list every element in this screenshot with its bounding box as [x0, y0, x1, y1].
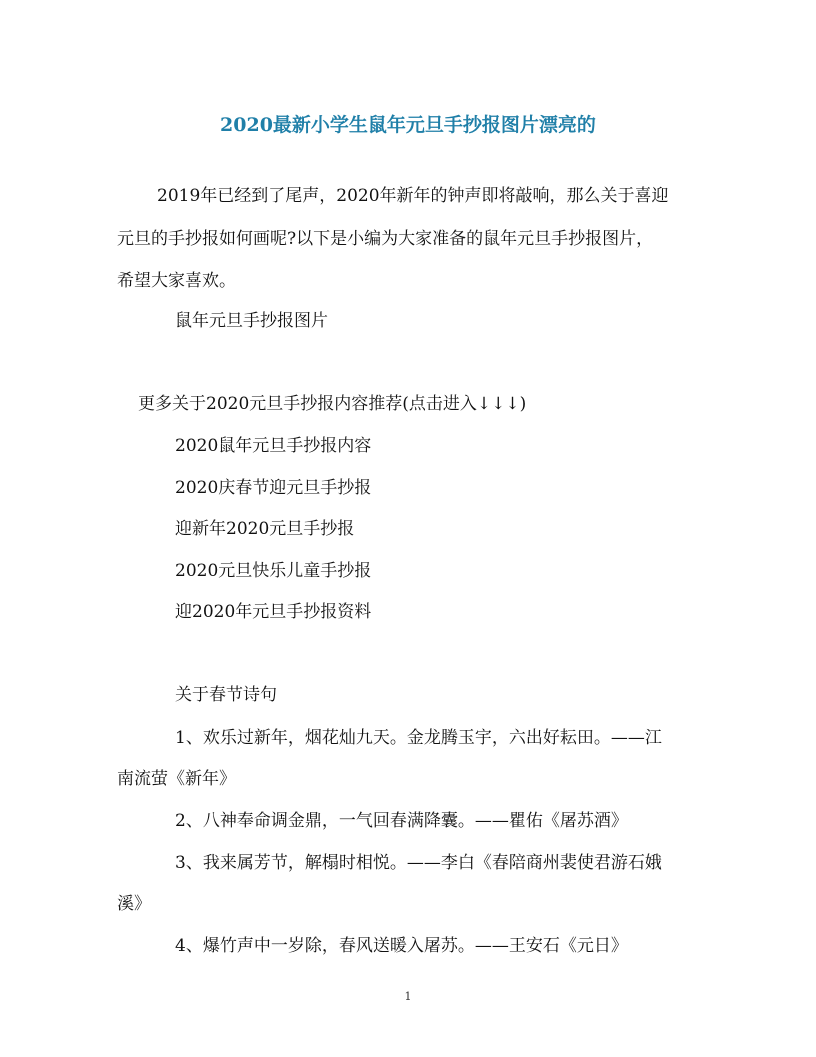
recommendation-link[interactable]: 迎2020年元旦手抄报资料 [175, 602, 372, 622]
recommendation-link[interactable]: 2020庆春节迎元旦手抄报 [175, 477, 372, 498]
poem-2: 2、八神奉命调金鼎，一气回春满降囊。——瞿佑《屠苏酒》 [175, 811, 628, 831]
poems-heading: 关于春节诗句 [175, 685, 277, 705]
recommendation-links [175, 435, 371, 643]
document-title: 2020最新小学生鼠年元旦手抄报图片漂亮的 [220, 114, 596, 136]
poem-3-line-1: 3、我来属芳节，解榻时相悦。——李白《春陪商州裴使君游石娥 [175, 853, 662, 873]
poem-1-line-1: 1、欢乐过新年，烟花灿九天。金龙腾玉宇，六出好耘田。——江 [175, 728, 662, 748]
recommendation-link[interactable]: 2020鼠年元旦手抄报内容 [175, 436, 372, 456]
image-caption: 鼠年元旦手抄报图片 [175, 311, 328, 331]
recommendation-link[interactable]: 2020元旦快乐儿童手抄报 [175, 560, 372, 581]
intro-paragraph-line-2: 元旦的手抄报如何画呢?以下是小编为大家准备的鼠年元旦手抄报图片， [117, 229, 654, 249]
page-number: 1 [404, 990, 412, 1003]
intro-paragraph-line-1: 2019年已经到了尾声，2020年新年的钟声即将敲响，那么关于喜迎 [157, 186, 669, 206]
poem-3-line-2: 溪》 [117, 894, 151, 914]
poem-1-line-2: 南流萤《新年》 [117, 769, 236, 789]
intro-paragraph-line-3: 希望大家喜欢。 [117, 271, 236, 291]
more-recommendations-text: 更多关于2020元旦手抄报内容推荐(点击进入↓↓↓) [138, 394, 527, 414]
recommendation-link[interactable]: 迎新年2020元旦手抄报 [175, 519, 355, 539]
poem-4: 4、爆竹声中一岁除，春风送暖入屠苏。——王安石《元日》 [175, 936, 628, 956]
